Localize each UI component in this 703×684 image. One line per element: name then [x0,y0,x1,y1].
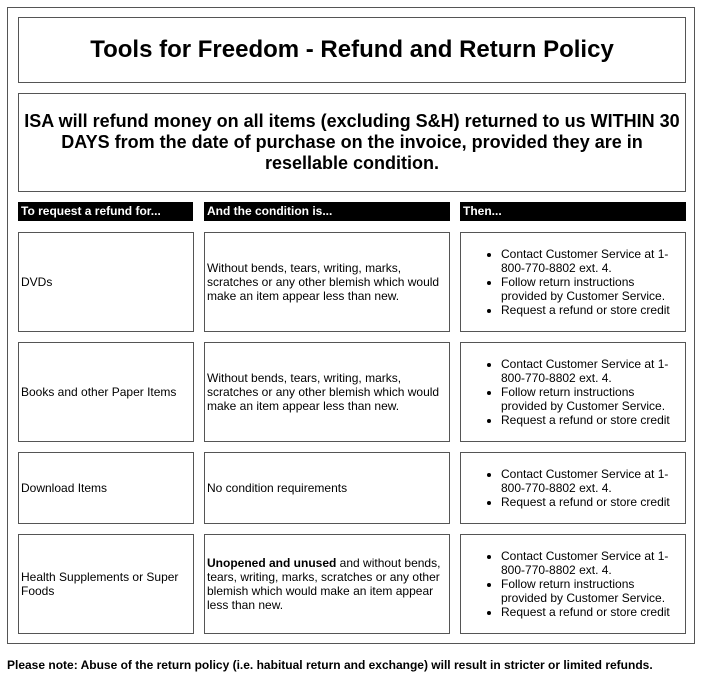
row-condition-cell [204,342,450,442]
page-title: Tools for Freedom - Refund and Return Policy [18,17,686,83]
policy-intro: ISA will refund money on all items (excluding S&H) returned to us WITHIN 30 DAYS from the date of purchase on the invoice, provided they are in resellable condition. [18,93,686,192]
row-condition-cell [204,452,450,524]
row-steps-cell [460,342,686,442]
step-item: • Contact Customer Service at 1-800-770-8802 ext. 4. [501,549,679,577]
row-item-cell [18,232,194,332]
step-item: • Contact Customer Service at 1-800-770-8802 ext. 4. [501,467,679,495]
column-header-condition: And the condition is... [204,202,450,221]
column-header-item: To request a refund for... [18,202,193,221]
row-item-cell [18,534,194,634]
step-item: • Follow return instructions provided by Customer Service. [501,577,679,605]
condition-emphasis: Unopened and unused [207,556,337,570]
row-condition-cell [204,232,450,332]
steps-list [461,549,685,619]
row-item-label: Health Supplements or Super Foods [21,570,179,598]
row-item-cell [18,342,194,442]
row-condition-text: No condition requirements [207,481,348,495]
row-item-label: DVDs [21,275,53,289]
row-condition-text: Without bends, tears, writing, marks, scratches or any other blemish which would make an item appear less than new. [207,261,440,303]
row-condition-cell [204,534,450,634]
row-condition-text: Unopened and unused and without bends, tears, writing, marks, scratches or any other blemish which would make an item appear less than new. [207,556,441,612]
row-item-label: Download Items [21,481,108,495]
row-item-cell [18,452,194,524]
steps-list [461,357,685,427]
steps-list [461,247,685,317]
row-steps-cell [460,232,686,332]
row-condition-text: Without bends, tears, writing, marks, scratches or any other blemish which would make an item appear less than new. [207,371,440,413]
row-item-label: Books and other Paper Items [21,385,177,399]
step-item: • Contact Customer Service at 1-800-770-8802 ext. 4. [501,247,679,275]
step-item: • Follow return instructions provided by Customer Service. [501,275,679,303]
step-item: • Follow return instructions provided by Customer Service. [501,385,679,413]
step-item: • Request a refund or store credit [501,495,679,509]
row-steps-cell [460,452,686,524]
step-item: • Request a refund or store credit [501,413,679,427]
abuse-note: Please note: Abuse of the return policy (i.e. habitual return and exchange) will result in stricter or limited refunds. [7,658,653,672]
row-steps-cell [460,534,686,634]
step-item: • Request a refund or store credit [501,605,679,619]
column-header-then: Then... [460,202,686,221]
step-item: • Request a refund or store credit [501,303,679,317]
step-item: • Contact Customer Service at 1-800-770-8802 ext. 4. [501,357,679,385]
steps-list [461,467,685,509]
